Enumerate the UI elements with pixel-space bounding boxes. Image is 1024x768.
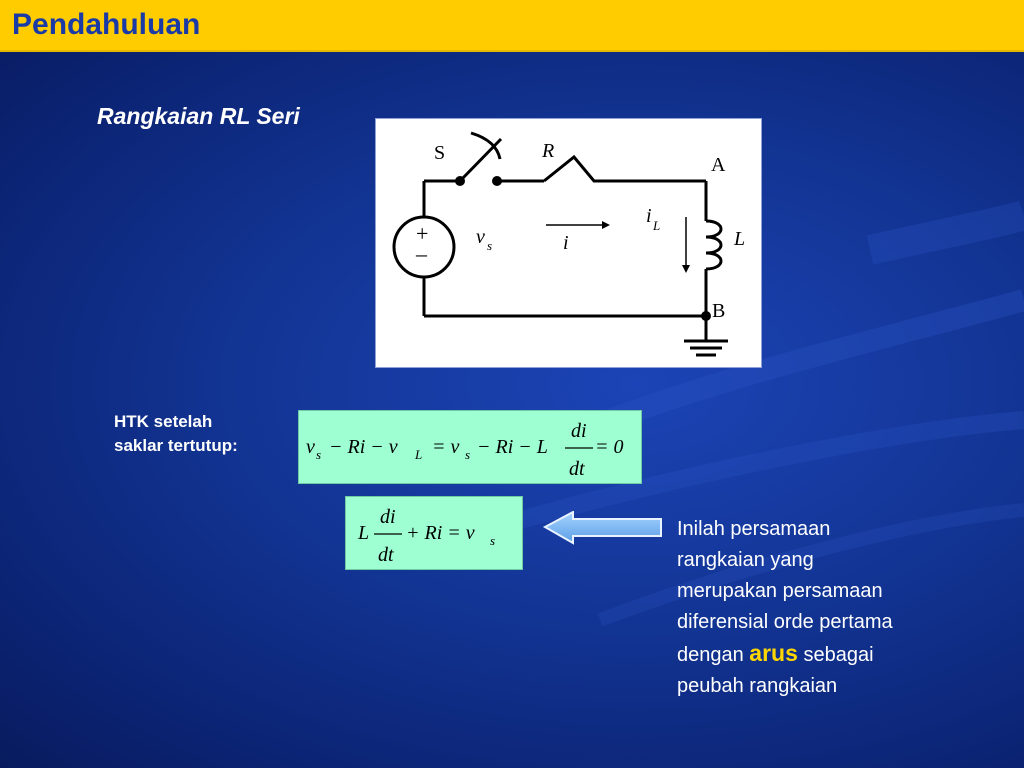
description-line-3: merupakan persamaan [677, 580, 883, 602]
description-after-accent: sebagai [797, 644, 874, 666]
slide-subtitle: Rangkaian RL Seri [97, 103, 300, 129]
node-a-label: A [711, 154, 726, 176]
inductor-current-subscript: L [653, 218, 661, 233]
current-label: i [563, 232, 569, 254]
eq1-term-1: v [306, 436, 315, 458]
eq1-term-2: − Ri − v [329, 436, 398, 458]
eq1-sub-1: s [316, 447, 322, 462]
htk-line-1: HTK setelah [114, 412, 213, 431]
kvl-equation [299, 411, 641, 483]
eq1-term-4: − Ri − L [477, 436, 548, 458]
node-b-label: B [712, 300, 726, 322]
source-voltage-subscript: s [487, 238, 493, 253]
inductor-current-label: i [646, 205, 652, 227]
eq1-term-5: = 0 [595, 436, 624, 458]
eq2-fraction-numerator: di [380, 506, 396, 528]
eq2-sub-1: s [490, 533, 496, 548]
node-b-dot [701, 311, 711, 321]
inductor-label: L [734, 228, 746, 250]
rl-differential-equation [346, 497, 522, 569]
htk-line-2: saklar tertutup: [114, 436, 238, 455]
rl-circuit-diagram [376, 119, 761, 367]
source-voltage-label: v [476, 226, 485, 248]
description-line-1: Inilah persamaan [677, 518, 831, 540]
description-line-5 [677, 638, 977, 671]
eq1-fraction-denominator: dt [569, 458, 585, 480]
eq2-term-1: L [358, 522, 370, 544]
switch-contact-left [455, 176, 465, 186]
description-accent-word: arus [749, 640, 798, 666]
eq2-term-2: + Ri = v [406, 522, 475, 544]
description-line-6: peubah rangkaian [677, 675, 838, 697]
eq1-fraction-numerator: di [571, 420, 587, 442]
description-before-accent: dengan [677, 644, 750, 666]
description-line-4: diferensial orde pertama [677, 611, 893, 633]
eq1-term-3: = v [432, 436, 460, 458]
eq2-fraction-denominator: dt [378, 544, 394, 566]
circuit-diagram-panel [375, 118, 762, 368]
slide-title: Pendahuluan [12, 8, 201, 41]
eq1-sub-2: L [415, 447, 423, 462]
equation-description [677, 514, 977, 702]
rl-differential-equation-box [345, 496, 523, 570]
left-arrow-icon [543, 511, 663, 545]
source-minus-sign: – [416, 241, 427, 266]
source-plus-sign: + [416, 221, 429, 246]
eq1-sub-3: s [465, 447, 471, 462]
description-line-2: rangkaian yang [677, 549, 814, 571]
resistor-label: R [542, 140, 555, 162]
htk-label [114, 410, 238, 458]
switch-label: S [434, 142, 446, 164]
switch-contact-right [492, 176, 502, 186]
kvl-equation-box [298, 410, 642, 484]
